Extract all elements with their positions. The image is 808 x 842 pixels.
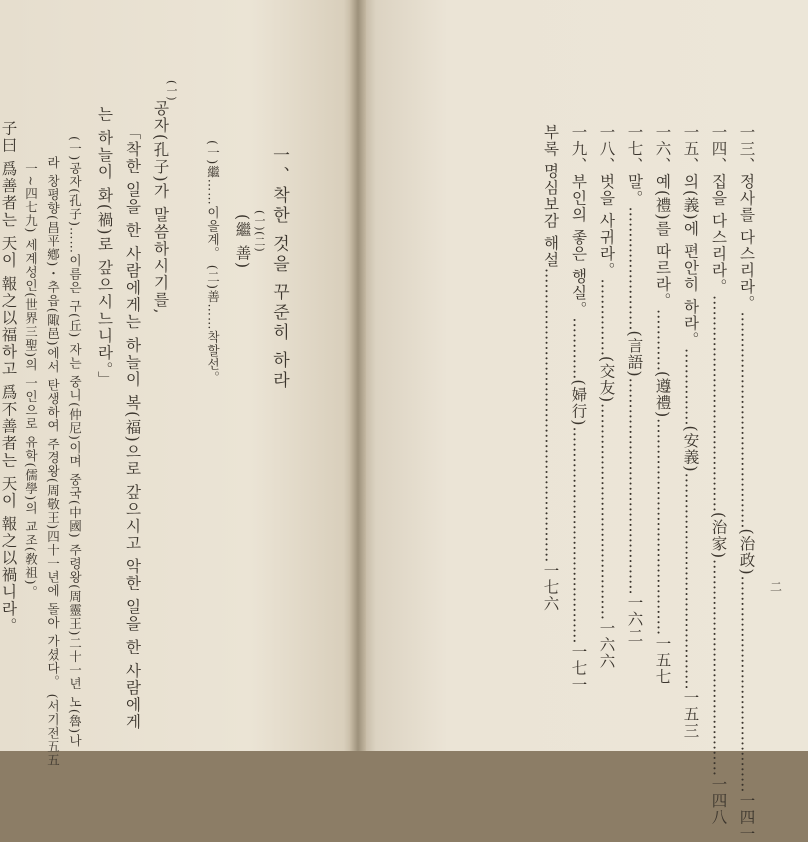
toc-item-15: 一五、의(義)에 편안히 하라。……………(安義)……………………………………一五三 (681, 124, 700, 740)
chapter-subtitle-marks: (一)(二) (253, 210, 266, 253)
quote-line-1: 「착한 일을 한 사람에게는 하늘이 복(福)으로 갚으시고 악한 일을 한 사람에게 (123, 124, 142, 731)
book-gutter (350, 0, 366, 751)
footnote-line-2: 라 창평향(昌平鄕)・추읍(陬邑)에서 탄생하여 주경왕(周敬王)四十一년에 돌아 가셨다。 (서기전五五 (45, 156, 61, 767)
page-number: 二 (770, 580, 783, 594)
toc-item-16: 一六、예(禮)를 따르라。…………(遵禮)……………………………………一五七 (653, 124, 672, 685)
chapter-title: 一、착한 것을 꾸준히 하라 (269, 146, 289, 392)
footnote-line-3: 一~四七九) 세계성인(世界三聖)의 一인으로 유학(儒學)의 교조(敎祖)。 (23, 162, 39, 600)
toc-item-18: 一八、벗을 사귀라。……………(交友)……………………………………一六六 (597, 124, 616, 670)
chapter-gloss: (一)繼……이을계。 (二)善……착할선。 (205, 140, 221, 385)
hanja-original: 子曰 爲善者는 天이 報之以福하고 爲不善者는 天이 報之以禍니라。 (0, 120, 18, 635)
toc-item-13: 一三、정사를 다스리라。……………………………………(治政)……………………………………一四一 (737, 124, 756, 842)
speaker-mark: (一) (165, 80, 178, 102)
toc-item-19: 一九、부인의 좋은 행실。…………(婦行)……………………………………一七一 (569, 124, 588, 693)
toc-item-14: 一四、집을 다스리라。……………………………………(治家)……………………………………一四八 (709, 124, 728, 826)
toc-item-17: 一七、말。……………………(言語)……………………………………一六二 (625, 124, 644, 645)
footnote-line-1: (一)공자(孔子)……이름은 구(丘) 자는 중니(仲尼)이며 중국(中國) 주령왕(周靈王)二十一년 노(魯)나 (67, 136, 83, 748)
quote-line-2: 는 하늘이 화(禍)로 갚으시느니라。」 (95, 106, 114, 388)
toc-item-appendix: 부록 명심보감 해설…………………………………………………一七六 (541, 124, 560, 612)
chapter-subtitle: (繼 善) (233, 214, 252, 270)
speaker-line: 공자(孔子)가 말씀하시기를, (151, 100, 170, 315)
